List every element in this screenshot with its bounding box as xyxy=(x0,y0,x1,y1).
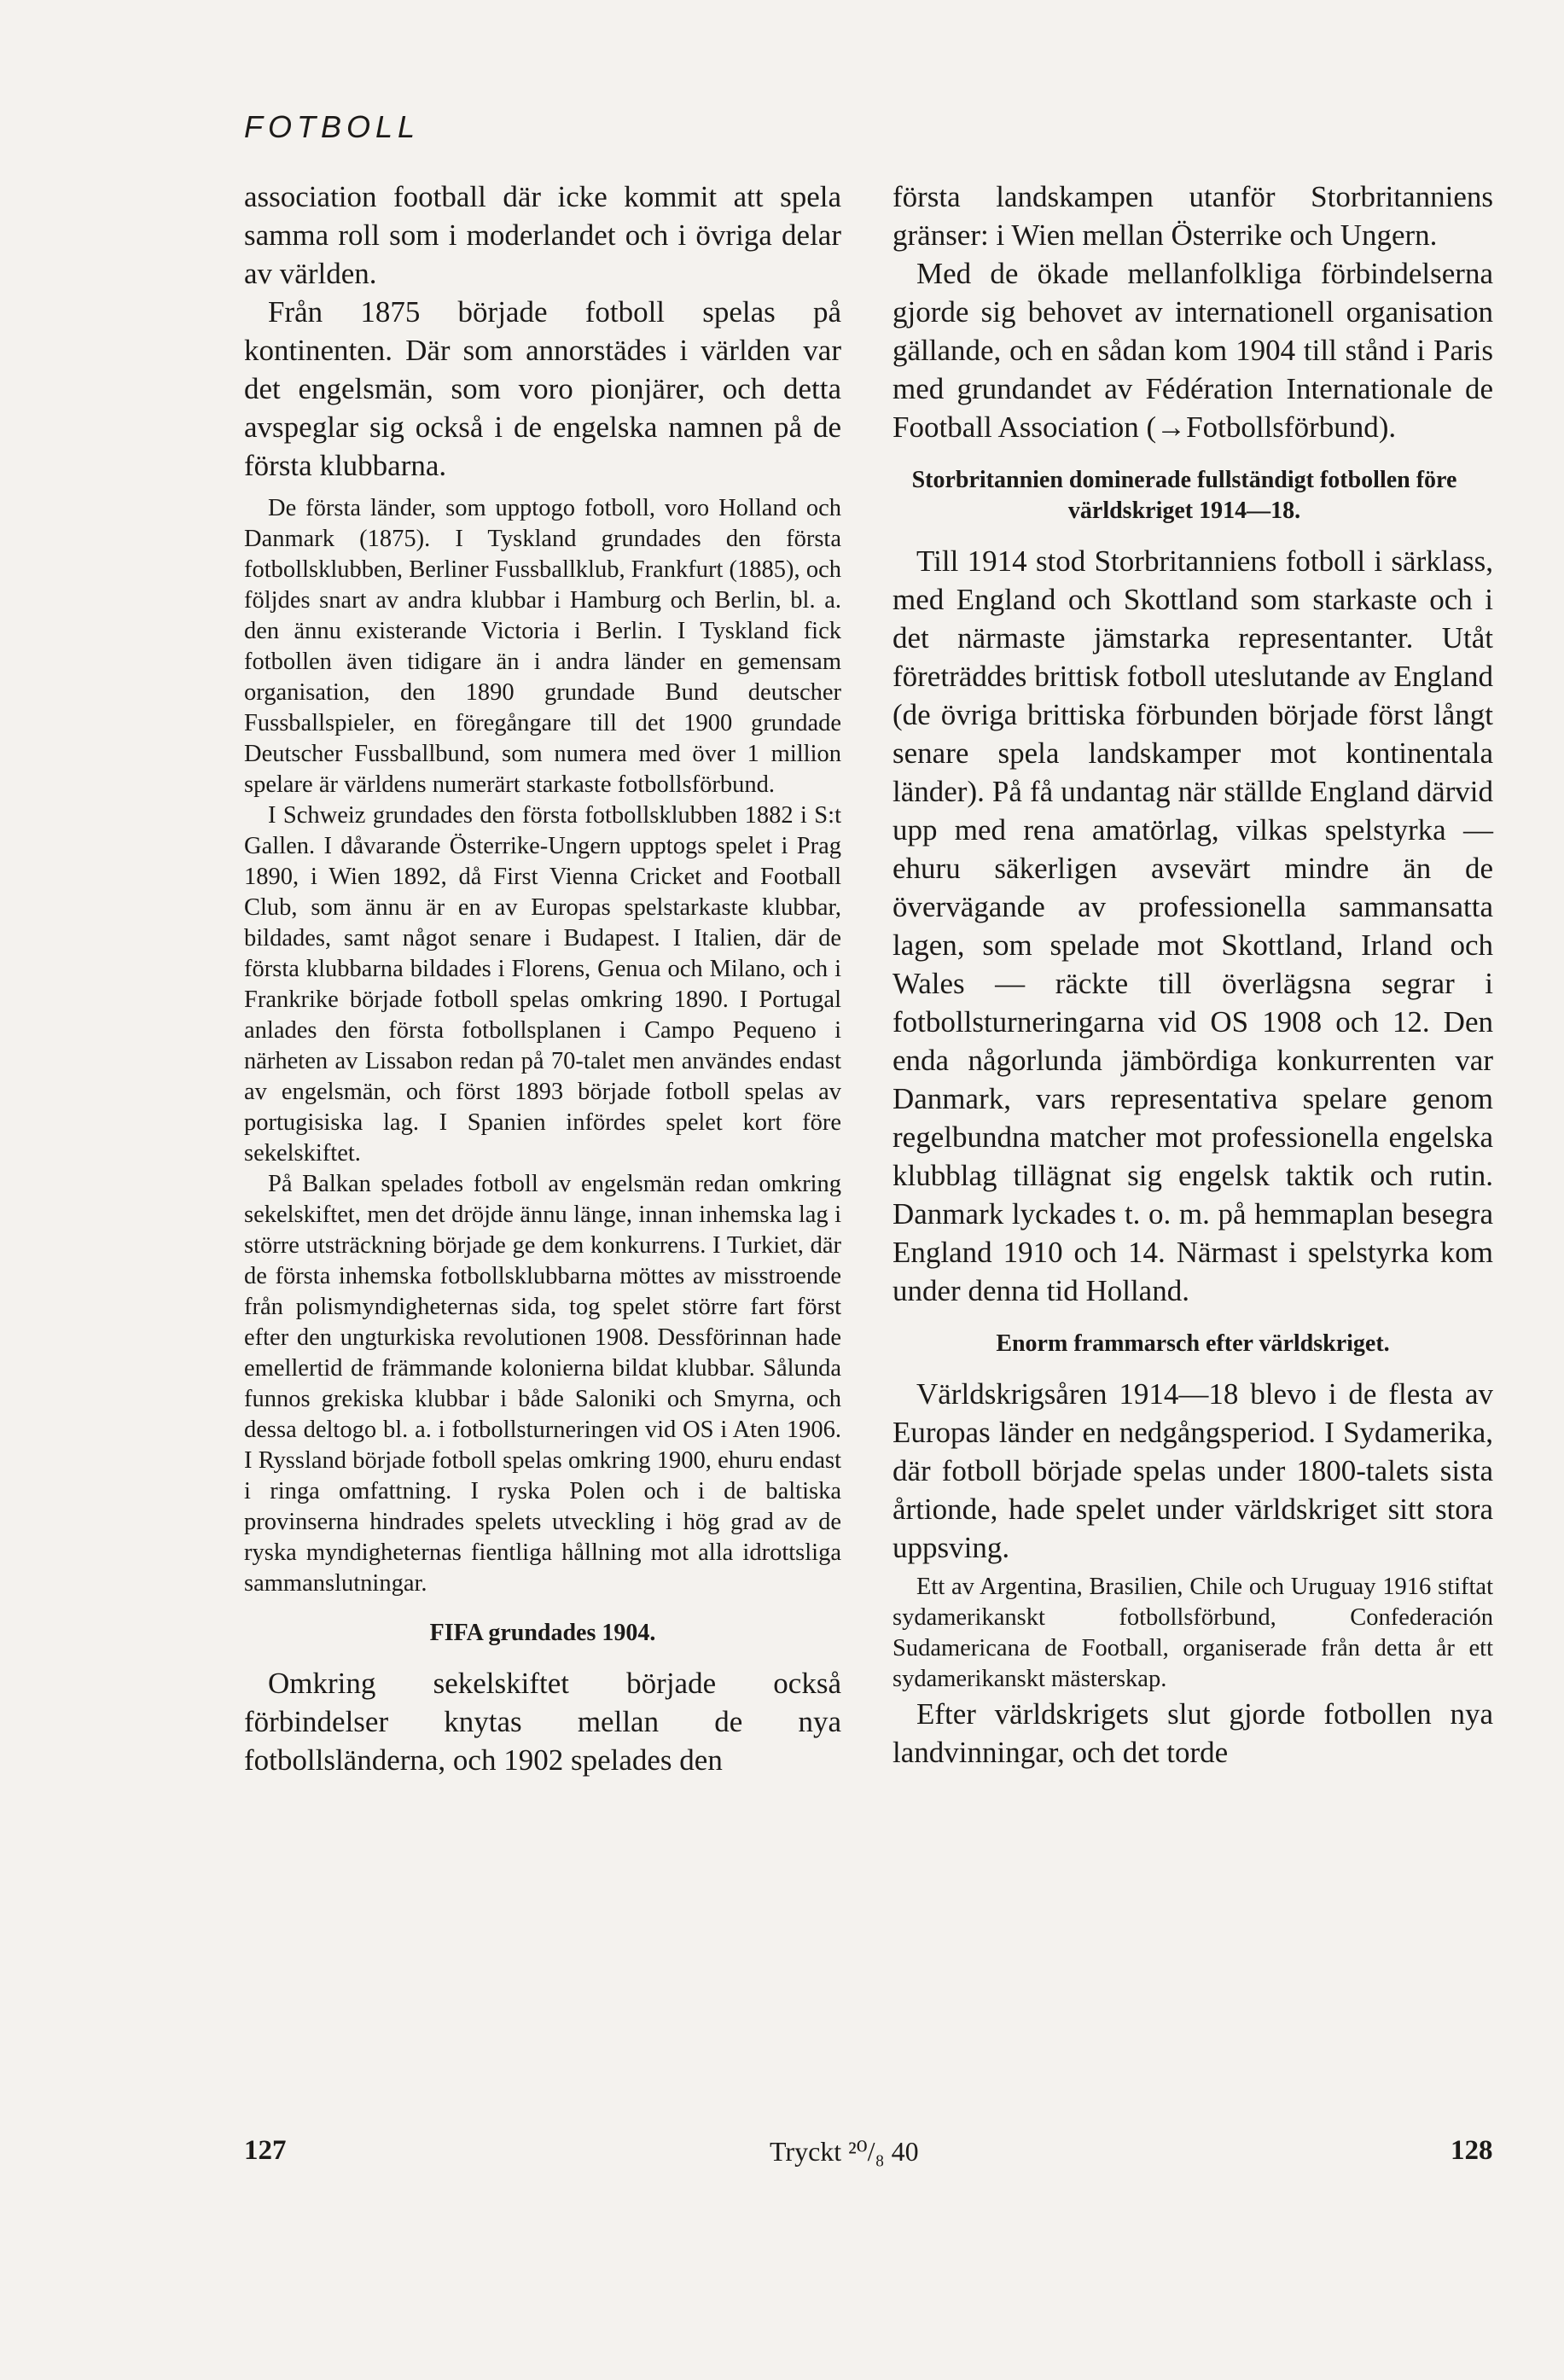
section-heading: Storbritannien dominerade fullständigt fotbollen före världskriget 1914—18. xyxy=(911,467,1457,524)
print-note: Tryckt ²⁰/₈ 40 xyxy=(770,2136,919,2167)
paragraph: Ett av Argentina, Brasilien, Chile och Uruguay 1916 stiftat sydamerikanskt fotbollsförbund, Confederación Sudamericana de Football, organiserade från detta år ett sydamerikanskt mästerskap. xyxy=(892,1574,1493,1692)
paragraph: första landskampen utanför Storbritanniens gränser: i Wien mellan Österrike och Ungern. xyxy=(892,180,1493,252)
page-number-right: 128 xyxy=(1451,2135,1493,2166)
right-column xyxy=(892,177,1493,1772)
section-heading: Enorm frammarsch efter världskriget. xyxy=(996,1330,1390,1357)
paragraph: I Schweiz grundades den första fotbollsklubben 1882 i S:t Gallen. I dåvarande Österrike-Ungern upptogs spelet i Prag 1890, i Wien 1892, då First Vienna Cricket and Football Club, som ännu är en av Europas spelstarkaste klubbar, bildades, samt något senare i Budapest. I Italien, där de första klubbarna bildades i Florens, Genua och Milano, och i Frankrike började fotboll spelas omkring 1890. I Portugal anlades den första fotbollsplanen i Campo Pequeno i närheten av Lissabon redan på 70-talet men användes endast av engelsmän, och först 1893 började fotboll spelas av portugisiska lag. I Spanien infördes spelet kort före sekelskiftet. xyxy=(244,802,841,1167)
page-number-left: 127 xyxy=(244,2135,287,2166)
left-column xyxy=(244,177,841,1779)
paragraph: Efter världskrigets slut gjorde fotbollen nya landvinningar, och det torde xyxy=(892,1697,1493,1769)
section-heading: FIFA grundades 1904. xyxy=(429,1620,656,1646)
paragraph: Från 1875 började fotboll spelas på kontinenten. Där som annorstädes i världen var det engelsmän, som voro pionjärer, och detta avspeglar sig också i de engelska namnen på de första klubbarna. xyxy=(244,295,841,482)
paragraph: Omkring sekelskiftet började också förbindelser knytas mellan de nya fotbollsländerna, och 1902 spelades den xyxy=(244,1667,841,1777)
paragraph: Till 1914 stod Storbritanniens fotboll i särklass, med England och Skottland som starkaste och i det närmaste jämstarka representanter. Utåt företräddes brittisk fotboll uteslutande av England (de övriga brittiska förbunden började först långt senare spela landskamper mot kontinentala länder). På få undantag när ställde England därvid upp med rena amatörlag, vilkas spelstyrka — ehuru säkerligen avsevärt mindre än de övervägande av professionella sammansatta lagen, som spelade mot Skottland, Irland och Wales — räckte till överlägsna segrar i fotbollsturneringarna vid OS 1908 och 12. Den enda någorlunda jämbördiga konkurrenten var Danmark, vars representativa spelare genom regelbundna matcher mot professionella engelska klubblag tillägnat sig engelsk taktik och rutin. Danmark lyckades t. o. m. på hemmaplan besegra England 1910 och 14. Närmast i spelstyrka kom under denna tid Holland. xyxy=(892,544,1493,1307)
paragraph: På Balkan spelades fotboll av engelsmän redan omkring sekelskiftet, men det dröjde ännu länge, innan inhemska lag i större utsträckning började ge dem konkurrens. I Turkiet, där de första inhemska fotbollsklubbarna möttes av misstroende från polismyndigheternas sida, tog spelet större fart först efter den ungturkiska revolutionen 1908. Dessförinnan hade emellertid de främmande kolonierna bildat klubbar. Sålunda funnos grekiska klubbar i både Saloniki och Smyrna, och dessa deltogo bl. a. i fotbollsturneringen vid OS i Aten 1906. I Ryssland började fotboll spelas omkring 1900, ehuru endast i ringa omfattning. I ryska Polen och i de baltiska provinserna hindrades spelets utveckling i hög grad av de ryska myndigheternas fientliga hållning mot alla idrottsliga sammanslutningar. xyxy=(244,1171,841,1597)
paragraph: association football där icke kommit att spela samma roll som i moderlandet och i övriga delar av världen. xyxy=(244,180,841,290)
paragraph: Med de ökade mellanfolkliga förbindelserna gjorde sig behovet av internationell organisation gällande, och en sådan kom 1904 till stånd i Paris med grundandet av Fédération Internationale de Football Association (→Fotbollsförbund). xyxy=(892,257,1493,444)
paragraph: Världskrigsåren 1914—18 blevo i de flesta av Europas länder en nedgångsperiod. I Sydamerika, där fotboll började spelas under 1800-talets sista årtionde, hade spelet under världskriget sitt stora uppsving. xyxy=(892,1377,1493,1564)
paragraph: De första länder, som upptogo fotboll, voro Holland och Danmark (1875). I Tyskland grundades den första fotbollsklubben, Berliner Fussballklub, Frankfurt (1885), och följdes snart av andra klubbar i Hamburg och Berlin, bl. a. den ännu existerande Victoria i Berlin. I Tyskland fick fotbollen även tidigare än i andra länder en gemensam organisation, den 1890 grundade Bund deutscher Fussballspieler, en föregångare till det 1900 grundade Deutscher Fussballbund, som numera med över 1 million spelare är världens numerärt starkaste fotbollsförbund. xyxy=(244,495,841,798)
running-head: FOTBOLL xyxy=(244,109,421,144)
